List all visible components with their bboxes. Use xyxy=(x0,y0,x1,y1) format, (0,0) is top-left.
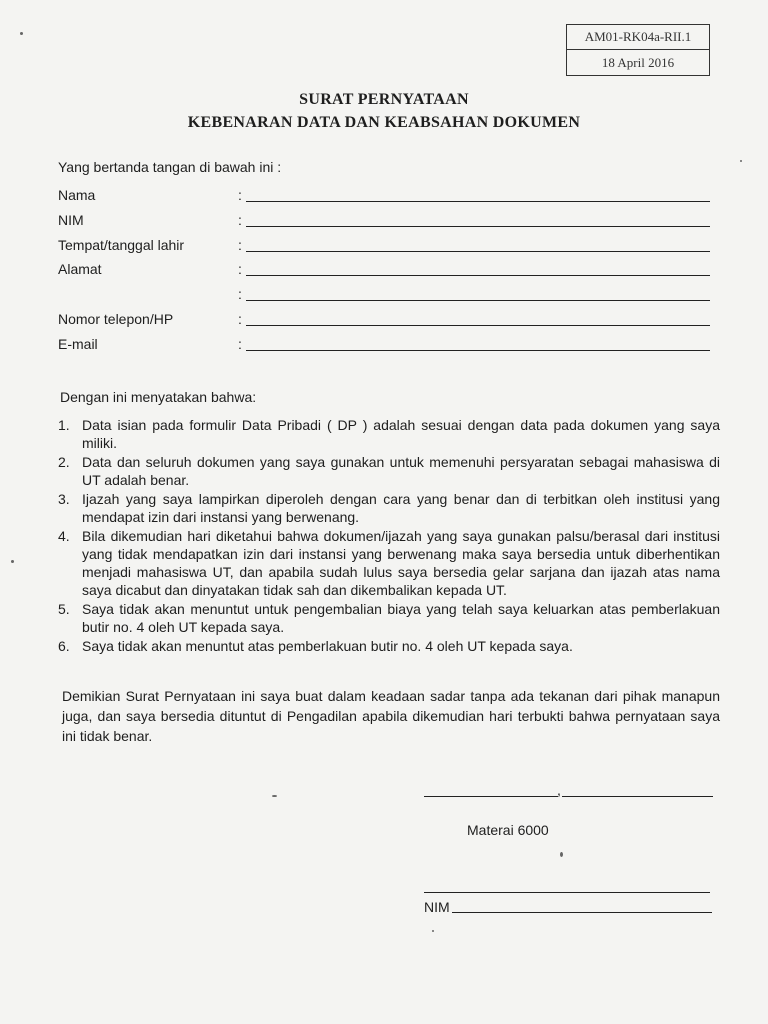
signature-name-line[interactable] xyxy=(424,892,710,893)
field-nim-label: NIM xyxy=(58,212,84,228)
statement-number: 5. xyxy=(58,601,70,617)
statement-text: Data dan seluruh dokumen yang saya gunakan untuk memenuhi persyaratan sebagai mahasiswa di UT adalah benar. xyxy=(82,454,720,488)
field-nim[interactable] xyxy=(58,212,710,230)
field-address-line[interactable] xyxy=(246,275,710,276)
field-email[interactable] xyxy=(58,336,710,354)
form-code-box xyxy=(566,24,710,76)
field-address-label: Alamat xyxy=(58,261,102,277)
field-colon: : xyxy=(238,187,242,203)
field-birth-line[interactable] xyxy=(246,251,710,252)
field-address[interactable] xyxy=(58,261,710,279)
title-line-1: SURAT PERNYATAAN xyxy=(299,91,469,108)
field-birth[interactable] xyxy=(58,237,710,255)
field-phone-line[interactable] xyxy=(246,325,710,326)
closing-paragraph: Demikian Surat Pernyataan ini saya buat dalam keadaan sadar tanpa ada tekanan dari pihak manapun juga, dan saya bersedia dituntut di Pengadilan apabila dikemudian hari terbukti bahwa pernyataan saya ini tidak benar. xyxy=(62,688,720,744)
field-address-2-line[interactable] xyxy=(246,300,710,301)
field-colon: : xyxy=(238,261,242,277)
statement-text: Saya tidak akan menuntut untuk pengembalian biaya yang telah saya keluarkan atas pemberlakuan butir no. 4 oleh UT kepada saya. xyxy=(82,601,720,635)
statement-text: Data isian pada formulir Data Pribadi ( DP ) adalah sesuai dengan data pada dokumen yang saya miliki. xyxy=(82,417,720,451)
scan-speck xyxy=(432,930,434,932)
field-colon: : xyxy=(238,212,242,228)
place-date-separator: , xyxy=(557,782,561,798)
statement-text: Saya tidak akan menuntut atas pemberlakuan butir no. 4 oleh UT kepada saya. xyxy=(82,638,573,654)
field-email-line[interactable] xyxy=(246,350,710,351)
field-birth-label: Tempat/tanggal lahir xyxy=(58,237,185,253)
materai-label: Materai 6000 xyxy=(467,822,549,838)
statement-number: 4. xyxy=(58,528,70,544)
place-line[interactable] xyxy=(424,796,558,797)
field-name-line[interactable] xyxy=(246,201,710,202)
scan-speck xyxy=(11,560,14,563)
field-name-label: Nama xyxy=(58,187,96,203)
statement-text: Ijazah yang saya lampirkan diperoleh dengan cara yang benar dan di terbitkan oleh institusi yang mendapat izin dari instansi yang berwenang. xyxy=(82,491,720,525)
statement-item xyxy=(58,490,720,526)
form-code: AM01-RK04a-RII.1 xyxy=(567,25,709,50)
field-colon: : xyxy=(238,311,242,327)
signature-nim-line[interactable] xyxy=(452,912,712,913)
statement-number: 2. xyxy=(58,454,70,470)
date-line[interactable] xyxy=(562,796,713,797)
field-name[interactable] xyxy=(58,187,710,205)
intro-text: Yang bertanda tangan di bawah ini : xyxy=(58,159,282,175)
statement-item xyxy=(58,416,720,452)
field-phone[interactable] xyxy=(58,311,710,329)
statement-number: 1. xyxy=(58,417,70,433)
declaration-intro: Dengan ini menyatakan bahwa: xyxy=(60,389,257,405)
statement-item xyxy=(58,600,720,636)
scan-speck xyxy=(560,852,563,857)
field-colon: : xyxy=(238,286,242,302)
statement-text: Bila dikemudian hari diketahui bahwa dokumen/ijazah yang saya gunakan palsu/berasal dari institusi yang tidak mendapatkan izin dari instansi yang berwenang maka saya bersedia untuk diberhentikan menjadi mahasiswa UT, dan apabila sudah lulus saya bersedia gelar sarjana dan ijazah atas nama saya dicabut dan dinyatakan tidak sah dan dikembalikan kepada UT. xyxy=(82,528,720,598)
statement-item xyxy=(58,527,720,599)
field-nim-line[interactable] xyxy=(246,226,710,227)
statement-list xyxy=(58,416,720,656)
field-colon: : xyxy=(238,336,242,352)
statement-number: 6. xyxy=(58,638,70,654)
field-address-2[interactable] xyxy=(58,286,710,304)
field-email-label: E-mail xyxy=(58,336,98,352)
form-date: 18 April 2016 xyxy=(601,54,675,70)
title-line-2: KEBENARAN DATA DAN KEABSAHAN DOKUMEN xyxy=(187,114,581,131)
field-phone-label: Nomor telepon/HP xyxy=(58,311,174,327)
signature-nim-label: NIM xyxy=(424,899,450,915)
statement-item xyxy=(58,453,720,489)
scan-speck xyxy=(740,160,742,162)
scan-speck xyxy=(272,795,277,797)
field-colon: : xyxy=(238,237,242,253)
statement-item xyxy=(58,637,720,655)
scan-speck xyxy=(20,32,23,35)
statement-number: 3. xyxy=(58,491,70,507)
